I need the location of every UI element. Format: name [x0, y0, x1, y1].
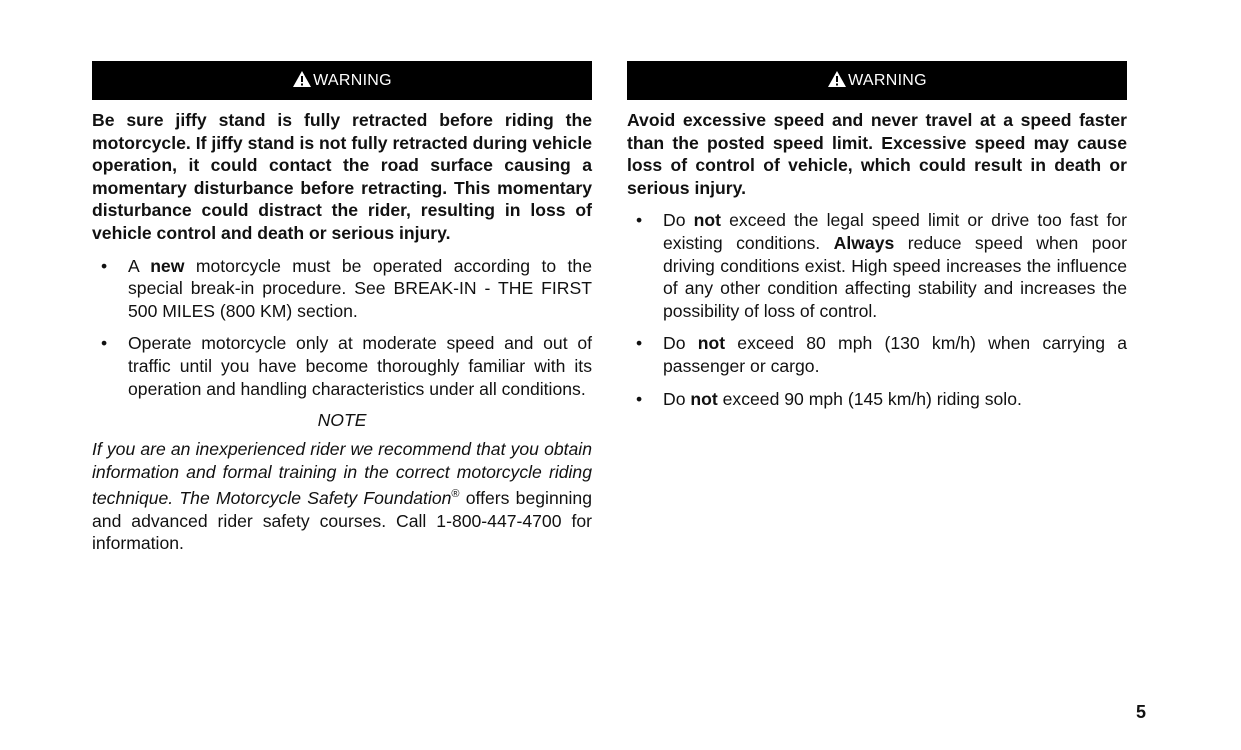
list-item [627, 388, 1127, 411]
item-text: exceed 80 mph (130 km/h) when carrying a passenger or cargo. [663, 333, 1127, 376]
item-bold: not [697, 333, 726, 354]
left-column [92, 61, 592, 555]
warning-label: WARNING [313, 71, 392, 89]
warning-banner [627, 61, 1127, 100]
item-text: motorcycle must be operated according to the special break-in procedure. See BREAK-IN - THE FIRST 500 MILES (800 KM) section. [128, 255, 592, 321]
right-column [627, 61, 1127, 420]
page-number: 5 [1136, 702, 1147, 722]
item-bold: not [693, 210, 721, 231]
item-bold: Always [833, 232, 895, 253]
item-text: exceed 90 mph (145 km/h) riding solo. [717, 388, 1022, 409]
warning-text: Avoid excessive speed and never travel at a speed faster than the posted speed limit. Excessive speed may cause loss of control of vehicle, which could result in death or serious injury. [627, 110, 1127, 198]
bullet-list [92, 255, 592, 401]
registered-mark: ® [451, 488, 460, 501]
item-text: reduce speed when poor driving conditions exist. High speed increases the influence of any other condition affecting stability and increases the possibility of loss of control. [663, 232, 1127, 321]
item-text: A [128, 255, 151, 276]
item-text: exceed the legal speed limit or drive too fast for existing conditions. [663, 210, 1127, 253]
bullet: • [101, 255, 108, 276]
bullet-list [627, 209, 1127, 410]
list-item [627, 332, 1127, 377]
bullet: • [636, 210, 643, 231]
warning-label: WARNING [848, 71, 927, 89]
item-text: Operate motorcycle only at moderate speed and out of traffic until you have become thoroughly familiar with its operation and handling characteristics under all conditions. [128, 333, 592, 399]
list-item [92, 255, 592, 323]
note-italic: If you are an inexperienced rider we recommend that you obtain information and formal training in the correct motorcycle riding technique. The Motorcycle Safety Foundation [92, 439, 592, 509]
bullet: • [636, 388, 643, 409]
note-title: NOTE [317, 410, 367, 431]
item-text: Do [663, 210, 694, 231]
bullet: • [636, 333, 643, 354]
item-bold: new [150, 255, 185, 276]
list-item [92, 332, 592, 400]
bullet: • [101, 333, 108, 354]
item-text: Do [663, 388, 691, 409]
note-text [92, 438, 592, 555]
item-text: Do [663, 333, 698, 354]
warning-triangle-icon [827, 70, 847, 88]
warning-text: Be sure jiffy stand is fully retracted before riding the motorcycle. If jiffy stand is not fully retracted during vehicle operation, it could contact the road surface causing a momentary disturbance before retracting. This momentary disturbance could distract the rider, resulting in loss of vehicle control and death or serious injury. [92, 110, 592, 243]
note-plain: offers beginning and advanced rider safety courses. Call 1-800-447-4700 for information. [92, 488, 592, 554]
list-item [627, 209, 1127, 322]
item-bold: not [690, 388, 718, 409]
warning-banner [92, 61, 592, 100]
warning-triangle-icon [292, 70, 312, 88]
